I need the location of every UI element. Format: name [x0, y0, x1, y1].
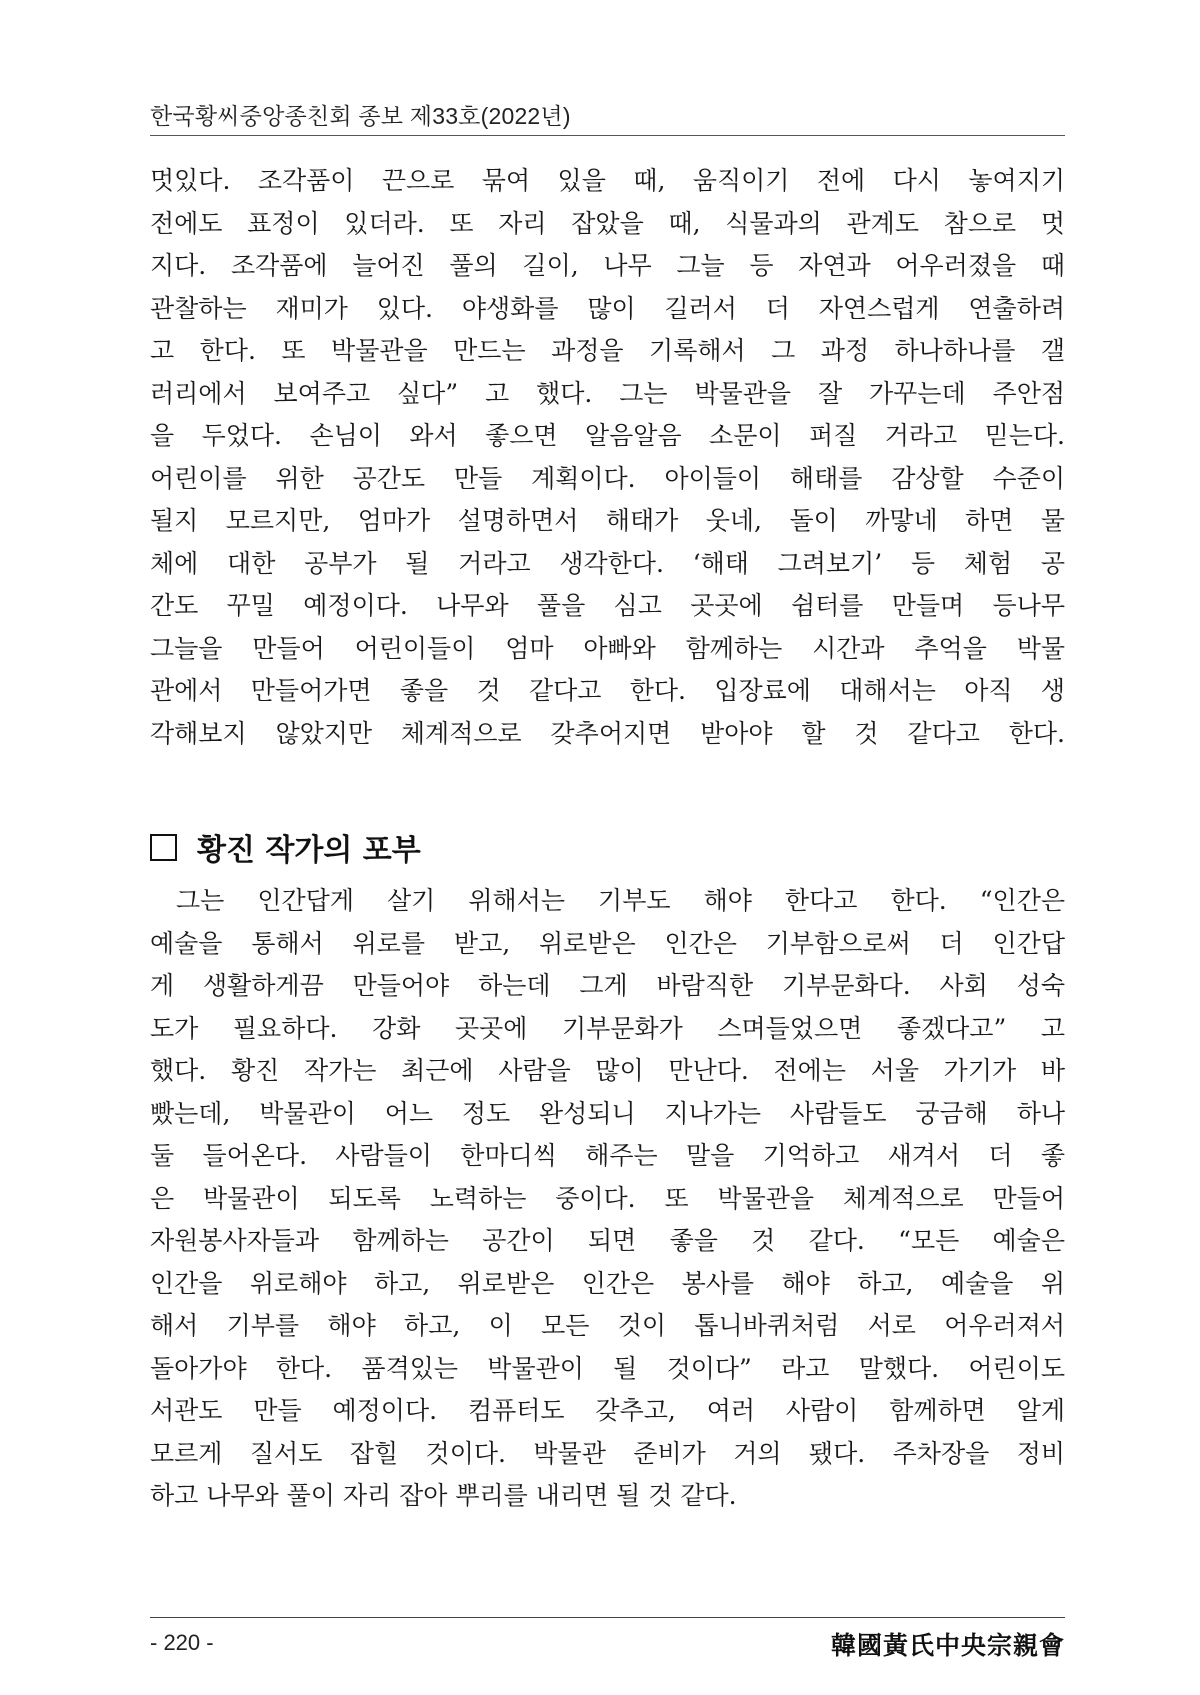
text-line: 자원봉사자들과 함께하는 공간이 되면 좋을 것 같다. “모든 예술은: [150, 1226, 1065, 1255]
publisher-name: 韓國黃氏中央宗親會: [830, 1631, 1065, 1660]
text-line: 게 생활하게끔 만들어야 하는데 그게 바람직한 기부문화다. 사회 성숙: [150, 971, 1065, 1000]
footer-divider: [150, 1617, 1065, 1618]
text-line: 전에도 표정이 있더라. 또 자리 잡았을 때, 식물과의 관계도 참으로 멋: [150, 208, 1065, 238]
header-divider: [150, 135, 1065, 136]
article-paragraph-2: [150, 880, 1065, 1518]
text-line: 돌아가야 한다. 품격있는 박물관이 될 것이다” 라고 말했다. 어린이도: [150, 1353, 1065, 1383]
running-header-title: 한국황씨중앙종친회 종보 제33호(2022년): [150, 103, 571, 129]
text-line: 은 박물관이 되도록 노력하는 중이다. 또 박물관을 체계적으로 만들어: [150, 1183, 1065, 1213]
section-heading: [150, 827, 421, 867]
text-line: 각해보지 않았지만 체계적으로 갖추어지면 받아야 할 것 같다고 한다.: [150, 718, 1065, 748]
text-line: 될지 모르지만, 엄마가 설명하면서 해태가 웃네, 돌이 까맣네 하면 물: [150, 506, 1065, 535]
text-line: 하고 나무와 풀이 자리 잡아 뿌리를 내리면 될 것 같다.: [150, 1481, 737, 1510]
text-line: 러리에서 보여주고 싶다” 고 했다. 그는 박물관을 잘 가꾸는데 주안점: [150, 378, 1065, 408]
text-line: 관찰하는 재미가 있다. 야생화를 많이 길러서 더 자연스럽게 연출하려: [150, 293, 1065, 323]
text-line: 모르게 질서도 잡힐 것이다. 박물관 준비가 거의 됐다. 주차장을 정비: [150, 1438, 1065, 1468]
text-line: 고 한다. 또 박물관을 만드는 과정을 기록해서 그 과정 하나하나를 갤: [150, 336, 1065, 365]
text-line: 했다. 황진 작가는 최근에 사람을 많이 만난다. 전에는 서울 가기가 바: [150, 1056, 1065, 1085]
text-line: 도가 필요하다. 강화 곳곳에 기부문화가 스며들었으면 좋겠다고” 고: [150, 1013, 1065, 1043]
text-line: 예술을 통해서 위로를 받고, 위로받은 인간은 기부함으로써 더 인간답: [150, 928, 1065, 958]
text-line: 서관도 만들 예정이다. 컴퓨터도 갖추고, 여러 사람이 함께하면 알게: [150, 1396, 1065, 1425]
document-page: [150, 0, 1065, 1695]
text-line: 을 두었다. 손님이 와서 좋으면 알음알음 소문이 퍼질 거라고 믿는다.: [150, 421, 1065, 450]
text-line: 인간을 위로해야 하고, 위로받은 인간은 봉사를 해야 하고, 예술을 위: [150, 1268, 1065, 1298]
section-heading-text: 황진 작가의 포부: [197, 833, 421, 868]
text-line: 해서 기부를 해야 하고, 이 모든 것이 톱니바퀴처럼 서로 어우러져서: [150, 1311, 1065, 1340]
text-line: 체에 대한 공부가 될 거라고 생각한다. ‘해태 그려보기’ 등 체험 공: [150, 548, 1065, 578]
page-number: - 220 -: [150, 1630, 214, 1655]
article-paragraph-1: [150, 160, 1065, 755]
text-line: 어린이를 위한 공간도 만들 계획이다. 아이들이 해태를 감상할 수준이: [150, 463, 1065, 493]
square-bullet-icon: [150, 834, 177, 861]
text-line: 둘 들어온다. 사람들이 한마디씩 해주는 말을 기억하고 새겨서 더 좋: [150, 1141, 1065, 1170]
text-line: 그늘을 만들어 어린이들이 엄마 아빠와 함께하는 시간과 추억을 박물: [150, 633, 1065, 663]
text-line: 간도 꾸밀 예정이다. 나무와 풀을 심고 곳곳에 쉼터를 만들며 등나무: [150, 591, 1065, 620]
text-line: 멋있다. 조각품이 끈으로 묶여 있을 때, 움직이기 전에 다시 놓여지기: [150, 166, 1065, 195]
text-line: 관에서 만들어가면 좋을 것 같다고 한다. 입장료에 대해서는 아직 생: [150, 676, 1065, 705]
text-line: 지다. 조각품에 늘어진 풀의 길이, 나무 그늘 등 자연과 어우러졌을 때: [150, 251, 1065, 280]
text-line: 빴는데, 박물관이 어느 정도 완성되니 지나가는 사람들도 궁금해 하나: [150, 1098, 1065, 1128]
text-line: 그는 인간답게 살기 위해서는 기부도 해야 한다고 한다. “인간은: [176, 886, 1065, 915]
